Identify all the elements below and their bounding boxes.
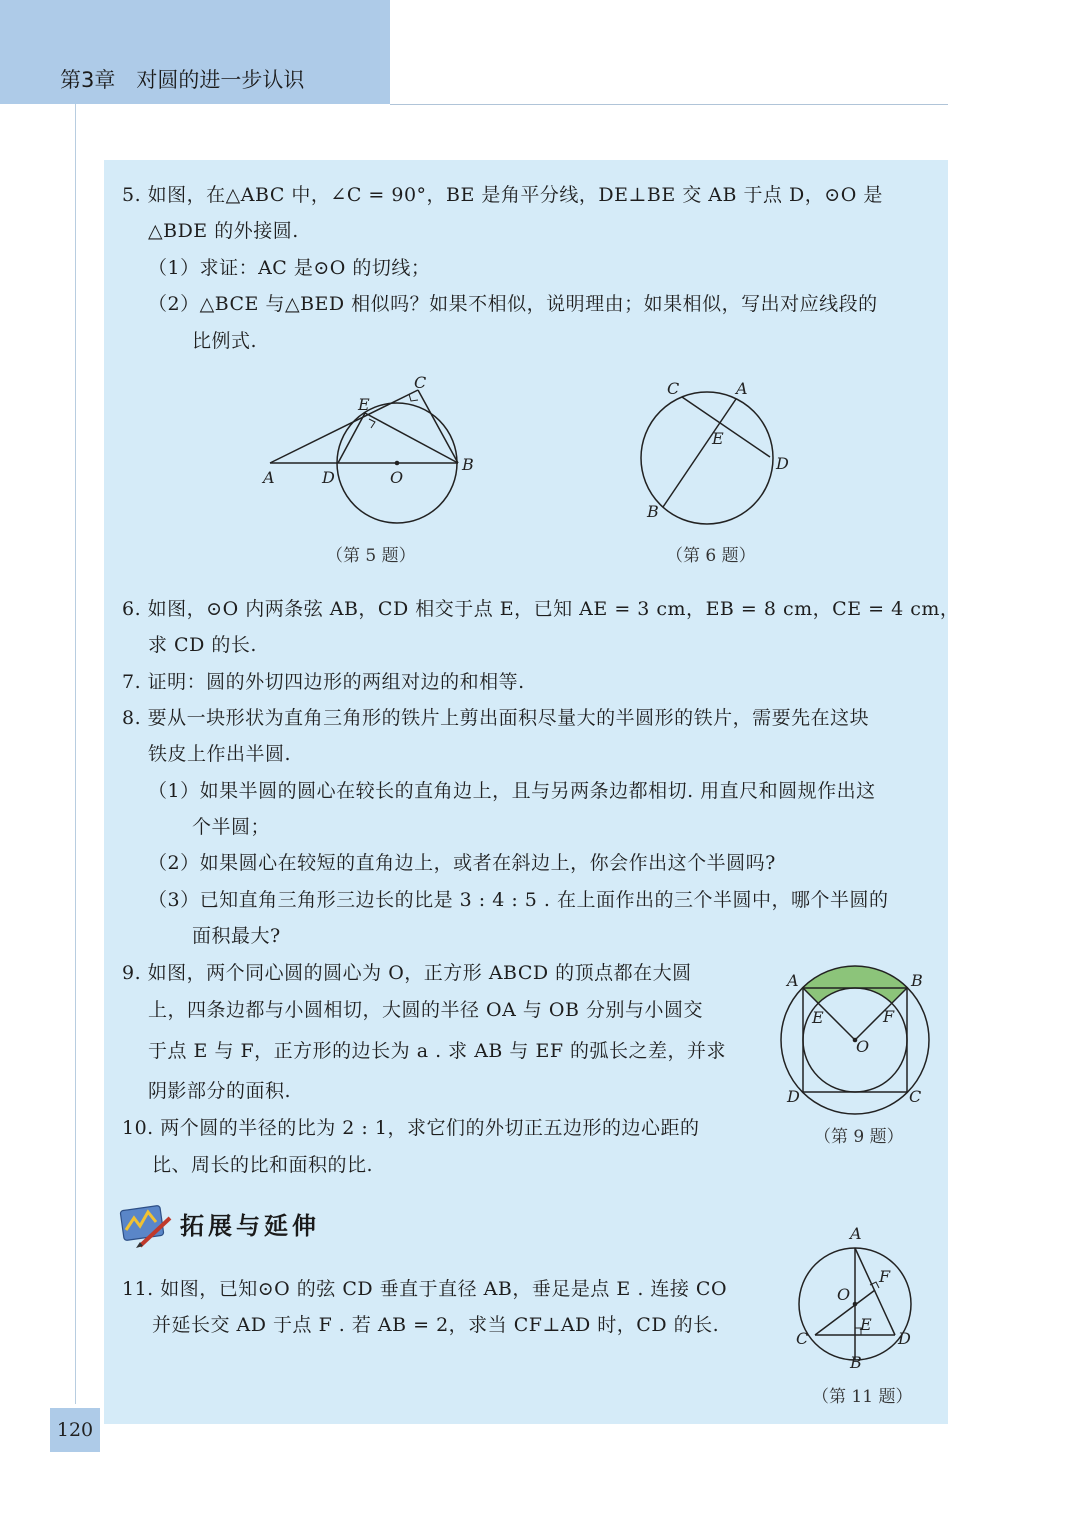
p11-line1: 11. 如图，已知⊙O 的弦 CD 垂直于直径 AB，垂足是点 E . 连接 CO <box>122 1278 728 1300</box>
f6-label-b: B <box>647 502 659 521</box>
f9-label-f: F <box>883 1007 895 1026</box>
p8-line3: （1）如果半圆的圆心在较长的直角边上，且与另两条边都相切. 用直尺和圆规作出这 <box>148 780 876 802</box>
figure-6 <box>630 375 800 535</box>
p9-line4: 阴影部分的面积. <box>148 1080 292 1102</box>
f9-label-b: B <box>911 971 923 990</box>
p8-line7: 面积最大? <box>192 925 281 947</box>
p9-line2: 上，四条边都与小圆相切，大圆的半径 OA 与 OB 分别与小圆交 <box>148 999 703 1021</box>
f11-caption: （第 11 题） <box>812 1387 913 1407</box>
f6-label-a: A <box>736 379 748 398</box>
f5-caption: （第 5 题） <box>326 546 416 566</box>
pen-chart-icon <box>118 1202 178 1248</box>
margin-rule <box>75 104 76 1404</box>
p8-line1: 8. 要从一块形状为直角三角形的铁片上剪出面积尽量大的半圆形的铁片，需要先在这块 <box>122 707 870 729</box>
f5-label-d: D <box>322 468 335 487</box>
extension-title: 拓展与延伸 <box>180 1212 320 1240</box>
p8-line5: （2）如果圆心在较短的直角边上，或者在斜边上，你会作出这个半圆吗? <box>148 852 776 874</box>
f6-caption: （第 6 题） <box>666 546 756 566</box>
p6-line1: 6. 如图，⊙O 内两条弦 AB，CD 相交于点 E，已知 AE = 3 cm，EB = 8 cm，CE = 4 cm， <box>122 598 960 620</box>
f9-label-d: D <box>787 1087 800 1106</box>
f9-label-o: O <box>856 1037 870 1056</box>
f11-label-c: C <box>796 1329 809 1348</box>
f5-label-a: A <box>263 468 275 487</box>
page-number: 120 <box>50 1408 100 1452</box>
p5-line3: （1）求证：AC 是⊙O 的切线； <box>148 257 431 279</box>
p6-line2: 求 CD 的长. <box>148 634 257 656</box>
p5-line4: （2）△BCE 与△BED 相似吗？如果不相似，说明理由；如果相似，写出对应线段的 <box>148 293 878 315</box>
header-rule <box>390 104 948 105</box>
f5-label-e: E <box>358 395 370 414</box>
p11-line2: 并延长交 AD 于点 F . 若 AB = 2，求当 CF⊥AD 时，CD 的长. <box>152 1314 720 1336</box>
f9-label-a: A <box>787 971 799 990</box>
f9-label-e: E <box>812 1008 824 1027</box>
p5-line2: △BDE 的外接圆. <box>148 220 299 242</box>
f6-label-d: D <box>776 454 789 473</box>
p5-line5: 比例式. <box>192 330 258 352</box>
f5-label-o: O <box>390 468 404 487</box>
p8-line6: （3）已知直角三角形三边长的比是 3 : 4 : 5 . 在上面作出的三个半圆中，哪个半圆的 <box>148 889 889 911</box>
f5-label-c: C <box>414 373 427 392</box>
p5-line1: 5. 如图，在△ABC 中，∠C = 90°，BE 是角平分线，DE⊥BE 交 AB 于点 D，⊙O 是 <box>122 184 883 206</box>
f11-label-o: O <box>837 1285 851 1304</box>
figure-9 <box>775 960 945 1110</box>
f6-label-c: C <box>667 379 680 398</box>
f11-label-f: F <box>879 1267 891 1286</box>
p8-line4: 个半圆； <box>192 816 271 838</box>
f11-label-a: A <box>850 1224 862 1243</box>
p8-line2: 铁皮上作出半圆. <box>148 743 292 765</box>
p10-line1: 10. 两个圆的半径的比为 2 : 1，求它们的外切正五边形的边心距的 <box>122 1117 700 1139</box>
f9-label-c: C <box>909 1087 922 1106</box>
p9-line1: 9. 如图，两个同心圆的圆心为 O，正方形 ABCD 的顶点都在大圆 <box>122 962 692 984</box>
chapter-title: 第3章 对圆的进一步认识 <box>60 68 305 92</box>
f5-label-b: B <box>462 455 474 474</box>
f11-label-d: D <box>898 1329 911 1348</box>
p9-line3: 于点 E 与 F，正方形的边长为 a . 求 AB 与 EF 的弧长之差，并求 <box>148 1040 727 1062</box>
f9-caption: （第 9 题） <box>814 1127 904 1147</box>
figure-11 <box>790 1222 930 1372</box>
f6-label-e: E <box>712 429 724 448</box>
f11-label-b: B <box>850 1353 862 1372</box>
figure-5 <box>255 370 485 540</box>
f11-label-e: E <box>860 1315 872 1334</box>
p10-line2: 比、周长的比和面积的比. <box>152 1154 374 1176</box>
p7-line1: 7. 证明：圆的外切四边形的两组对边的和相等. <box>122 671 525 693</box>
